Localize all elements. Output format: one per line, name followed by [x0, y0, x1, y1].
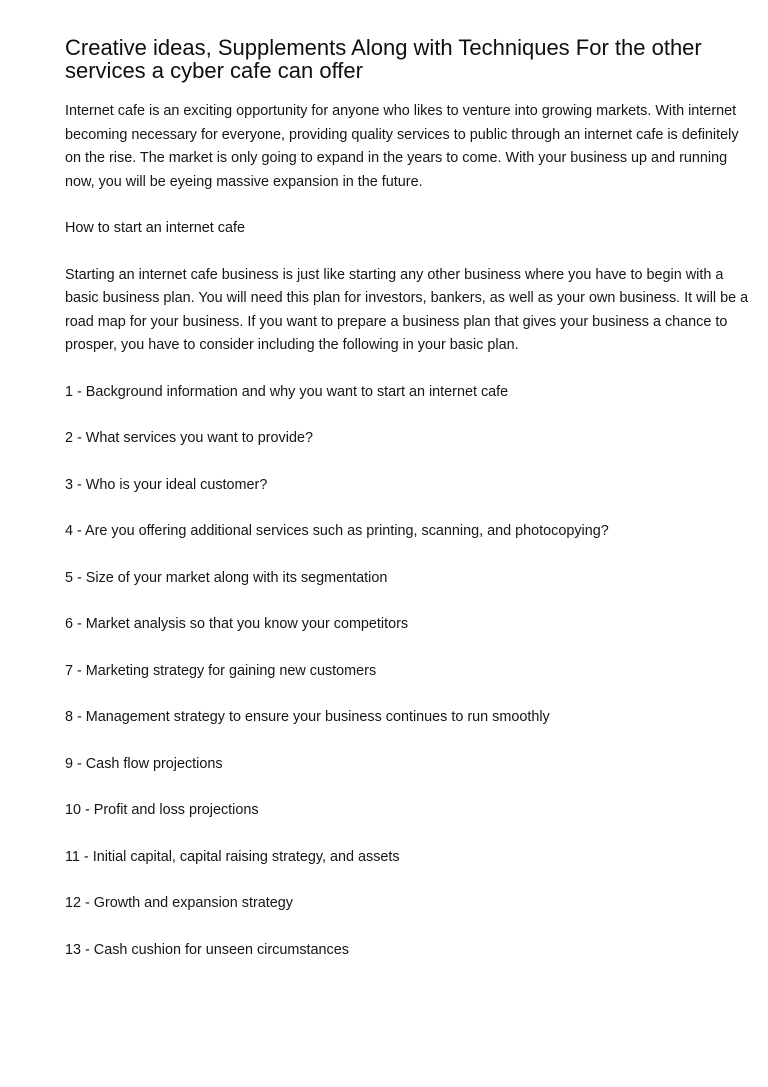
list-item: 13 - Cash cushion for unseen circumstances [65, 941, 349, 958]
list-item: 8 - Management strategy to ensure your business continues to run smoothly [65, 709, 550, 725]
document-title: Creative ideas, Supplements Along with Techniques For the other services a cyber cafe can offer [65, 35, 702, 83]
list-item: 11 - Initial capital, capital raising strategy, and assets [65, 848, 400, 865]
section-heading: How to start an internet cafe [65, 220, 245, 236]
list-item: 12 - Growth and expansion strategy [65, 895, 293, 911]
business-plan-list [65, 381, 755, 963]
list-item: 7 - Marketing strategy for gaining new customers [65, 662, 377, 679]
intro-paragraph: Internet cafe is an exciting opportunity for anyone who likes to venture into growing markets. With internet becoming necessary for everyone, providing quality services to public through an internet cafe is definitely on the rise. The market is only going to expand in the years to come. With your business up and running now, you will be eyeing massive expansion in the future. [65, 103, 739, 190]
list-item: 3 - Who is your ideal customer? [65, 476, 268, 493]
list-item: 10 - Profit and loss projections [65, 802, 259, 818]
list-item: 2 - What services you want to provide? [65, 430, 313, 446]
document-page [65, 36, 755, 985]
list-item: 5 - Size of your market along with its segmentation [65, 569, 388, 586]
list-item: 4 - Are you offering additional services such as printing, scanning, and photocopying? [65, 523, 609, 539]
list-item: 6 - Market analysis so that you know your competitors [65, 616, 409, 632]
list-item: 9 - Cash flow projections [65, 755, 223, 772]
list-item: 1 - Background information and why you want to start an internet cafe [65, 383, 509, 400]
section-paragraph: Starting an internet cafe business is just like starting any other business where you have to begin with a basic business plan. You will need this plan for investors, bankers, as well as your own business. It will be a road map for your business. If you want to prepare a business plan that gives your business a chance to prosper, you have to consider including the following in your basic plan. [65, 266, 749, 353]
